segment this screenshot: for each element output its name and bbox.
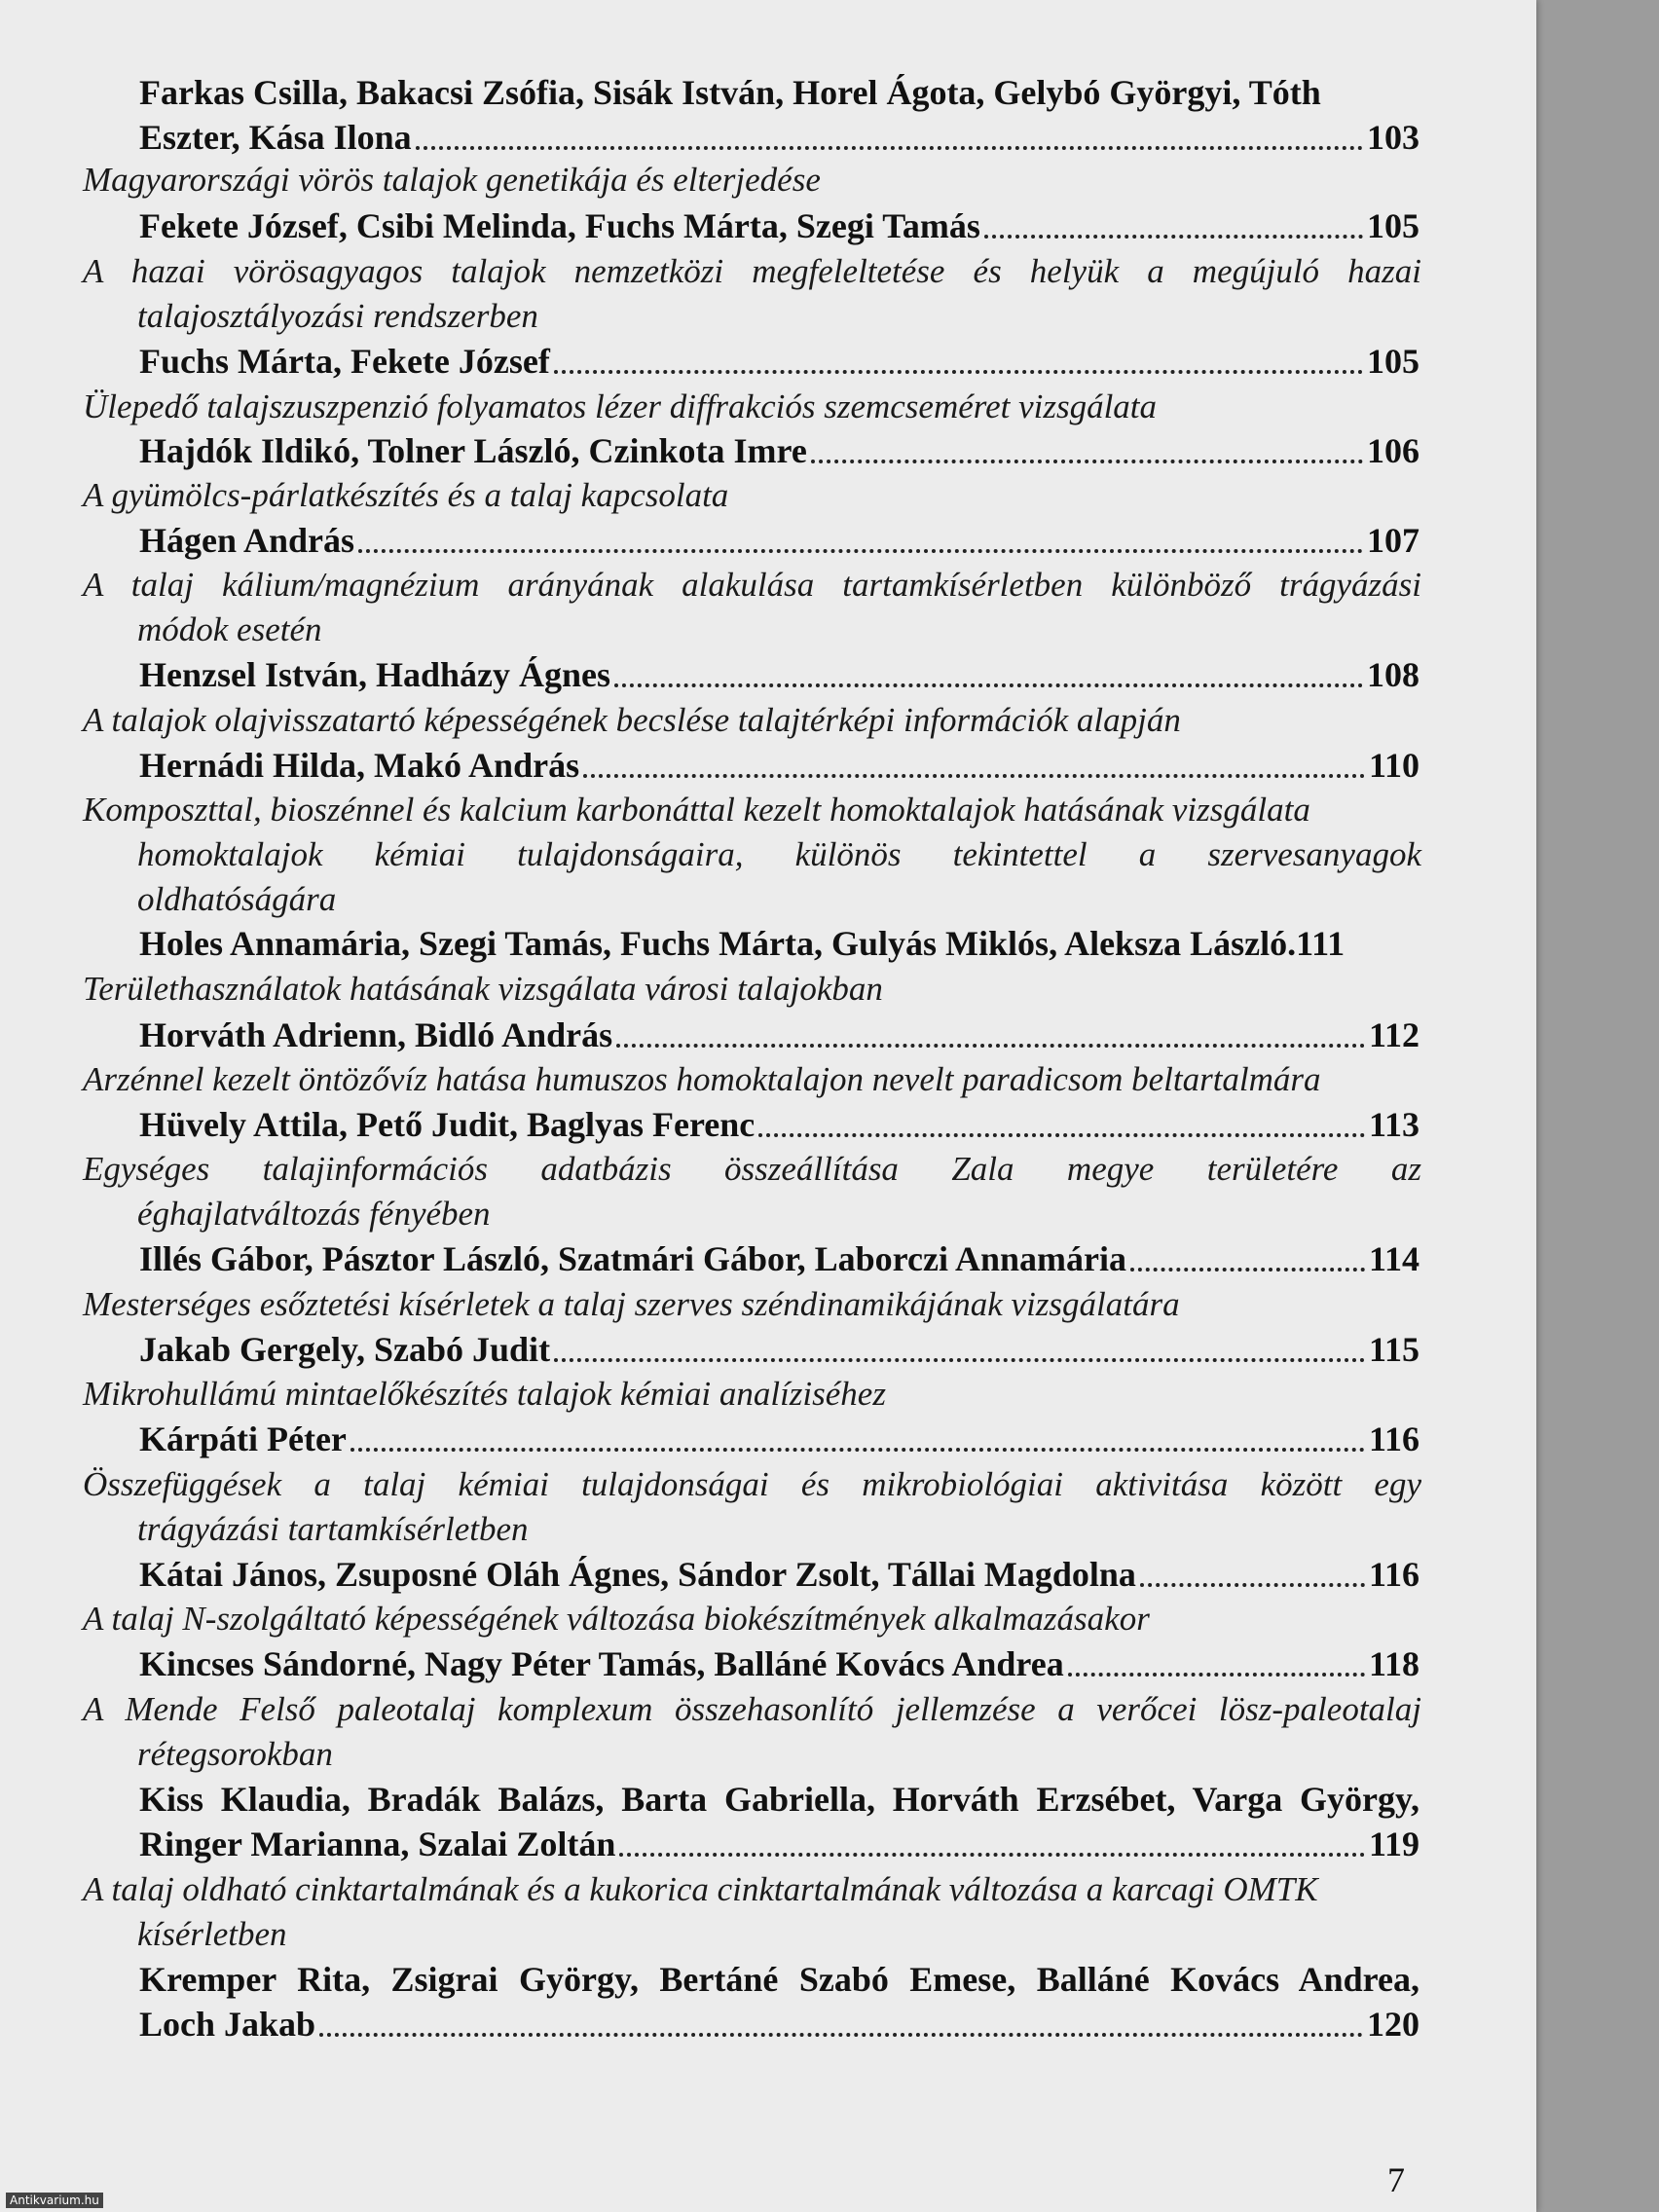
toc-title: A talajok olajvisszatartó képességének becslése talajtérképi információk alapján — [83, 701, 1181, 739]
toc-title: Összefüggések a talaj kémiai tulajdonságai és mikrobiológiai aktivitása között egy trágyázási tartamkísérletben — [83, 1465, 1421, 1548]
toc-title: Ülepedő talajszuszpenzió folyamatos lézer diffrakciós szemcseméret vizsgálata — [83, 387, 1158, 425]
toc-authors: Kremper Rita, Zsigrai György, Bertáné Szabó Emese, Balláné Kovács Andrea, Loch Jakab 120 — [139, 1960, 1419, 2044]
toc-title: Mikrohullámú mintaelőkészítés talajok kémiai analíziséhez — [83, 1375, 886, 1413]
toc-authors: Henzsel István, Hadházy Ágnes 108 — [139, 655, 1419, 694]
toc-authors: Illés Gábor, Pásztor László, Szatmári Gábor, Laborczi Annamária 114 — [139, 1239, 1419, 1278]
toc-authors: Kárpáti Péter 116 — [139, 1419, 1419, 1458]
toc-authors: Farkas Csilla, Bakacsi Zsófia, Sisák István, Horel Ágota, Gelybó Györgyi, Tóth Eszter, Kása Ilona 103 — [139, 73, 1419, 157]
toc-title: Egységes talajinformációs adatbázis összeállítása Zala megye területére az éghajlatváltozás fényében — [83, 1150, 1421, 1233]
watermark-logo: Antikvarium.hu — [6, 2193, 103, 2208]
toc-title: Arzénnel kezelt öntözővíz hatása humuszos homoktalajon nevelt paradicsom beltartalmára — [83, 1060, 1321, 1098]
toc-title: A gyümölcs-párlatkészítés és a talaj kapcsolata — [83, 476, 729, 514]
toc-title: Mesterséges esőztetési kísérletek a talaj szerves széndinamikájának vizsgálatára — [83, 1285, 1180, 1323]
toc-title: Komposzttal, bioszénnel és kalcium karbonáttal kezelt homoktalajok hatásának vizsgálata homoktalajok kémiai tulajdonságaira, különös tekintettel a szervesanyagok oldhatóságára — [83, 791, 1421, 918]
toc-title: A talaj N-szolgáltató képességének változása biokészítmények alkalmazásakor — [83, 1600, 1150, 1638]
toc-authors: Fekete József, Csibi Melinda, Fuchs Márta, Szegi Tamás 105 — [139, 206, 1419, 245]
toc-title: A hazai vörösagyagos talajok nemzetközi megfeleltetése és helyük a megújuló hazai talajosztályozási rendszerben — [83, 252, 1421, 335]
toc-authors: Hágen András 107 — [139, 521, 1419, 560]
toc-authors: Kátai János, Zsuposné Oláh Ágnes, Sándor Zsolt, Tállai Magdolna 116 — [139, 1555, 1419, 1594]
toc-authors: Hernádi Hilda, Makó András 110 — [139, 746, 1419, 785]
toc-authors: Hüvely Attila, Pető Judit, Baglyas Ferenc 113 — [139, 1105, 1419, 1144]
page-number: 7 — [1387, 2160, 1405, 2199]
toc-title: Magyarországi vörös talajok genetikája és elterjedése — [83, 161, 821, 199]
toc-title: Területhasználatok hatásának vizsgálata városi talajokban — [83, 970, 883, 1008]
toc-authors: Horváth Adrienn, Bidló András 112 — [139, 1015, 1419, 1054]
toc-authors: Kiss Klaudia, Bradák Balázs, Barta Gabriella, Horváth Erzsébet, Varga György, Ringer Marianna, Szalai Zoltán 119 — [139, 1780, 1419, 1863]
toc-authors: Kincses Sándorné, Nagy Péter Tamás, Balláné Kovács Andrea 118 — [139, 1644, 1419, 1683]
toc-authors: Holes Annamária, Szegi Tamás, Fuchs Márta, Gulyás Miklós, Aleksza László. 111 — [139, 924, 1346, 963]
toc-title: A talaj kálium/magnézium arányának alakulása tartamkísérletben különböző trágyázási módok esetén — [83, 566, 1421, 648]
toc-title: A talaj oldható cinktartalmának és a kukorica cinktartalmának változása a karcagi OMTK kísérletben — [83, 1870, 1318, 1953]
toc-authors: Fuchs Márta, Fekete József 105 — [139, 342, 1419, 381]
toc-authors: Hajdók Ildikó, Tolner László, Czinkota Imre 106 — [139, 431, 1419, 470]
toc-title: A Mende Felső paleotalaj komplexum összehasonlító jellemzése a verőcei lösz-paleotalaj rétegsorokban — [83, 1690, 1421, 1773]
toc-authors: Jakab Gergely, Szabó Judit 115 — [139, 1330, 1419, 1369]
